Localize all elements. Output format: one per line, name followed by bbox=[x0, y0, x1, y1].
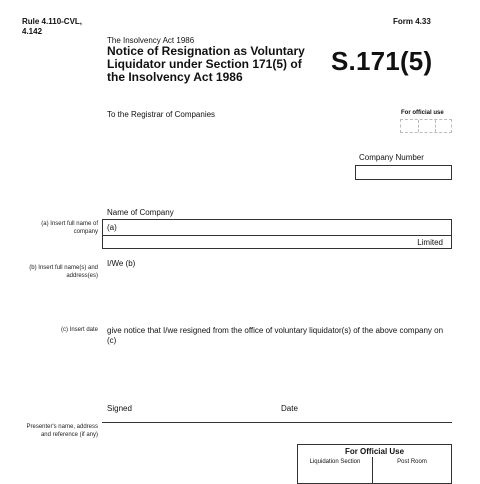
date-label: Date bbox=[281, 404, 298, 413]
company-number-label: Company Number bbox=[359, 153, 424, 162]
company-number-field[interactable] bbox=[355, 165, 452, 180]
addressee-line: To the Registrar of Companies bbox=[107, 110, 216, 119]
official-use-title: For Official Use bbox=[344, 447, 405, 456]
signature-line bbox=[102, 422, 452, 423]
margin-note-a: (a) Insert full name of company bbox=[41, 221, 98, 235]
company-name-prefix: (a) bbox=[107, 223, 117, 232]
official-use-divider bbox=[418, 120, 419, 132]
rule-reference: Rule 4.110-CVL, 4.142 bbox=[22, 17, 83, 36]
margin-note-b: (b) Insert full name(s) and address(es) bbox=[29, 265, 98, 279]
form-number: Form 4.33 bbox=[393, 17, 431, 26]
company-name-suffix: Limited bbox=[417, 238, 443, 247]
company-name-label: Name of Company bbox=[107, 208, 174, 217]
margin-note-c: (c) Insert date bbox=[60, 327, 98, 333]
liquidation-section-label: Liquidation Section bbox=[309, 459, 361, 465]
presenter-note: Presenter's name, address and reference (if any) bbox=[26, 424, 98, 438]
company-name-row bbox=[103, 220, 451, 236]
official-use-panel bbox=[297, 444, 452, 484]
official-use-label: For official use bbox=[401, 110, 444, 116]
form-title: Notice of Resignation as Voluntary Liquidator under Section 171(5) of the Insolvency Act 1986 bbox=[107, 44, 305, 84]
official-use-divider bbox=[435, 120, 436, 132]
official-use-box bbox=[400, 119, 452, 133]
liquidator-label: I/We (b) bbox=[107, 259, 136, 268]
notice-text: give notice that I/we resigned from the office of voluntary liquidator(s) of the above company on (c) bbox=[107, 326, 444, 345]
post-room-label: Post Room bbox=[397, 459, 427, 465]
act-name: The Insolvency Act 1986 bbox=[107, 36, 195, 45]
signed-label: Signed bbox=[107, 404, 132, 413]
company-name-field[interactable] bbox=[102, 219, 452, 249]
section-number: S.171(5) bbox=[331, 46, 433, 76]
